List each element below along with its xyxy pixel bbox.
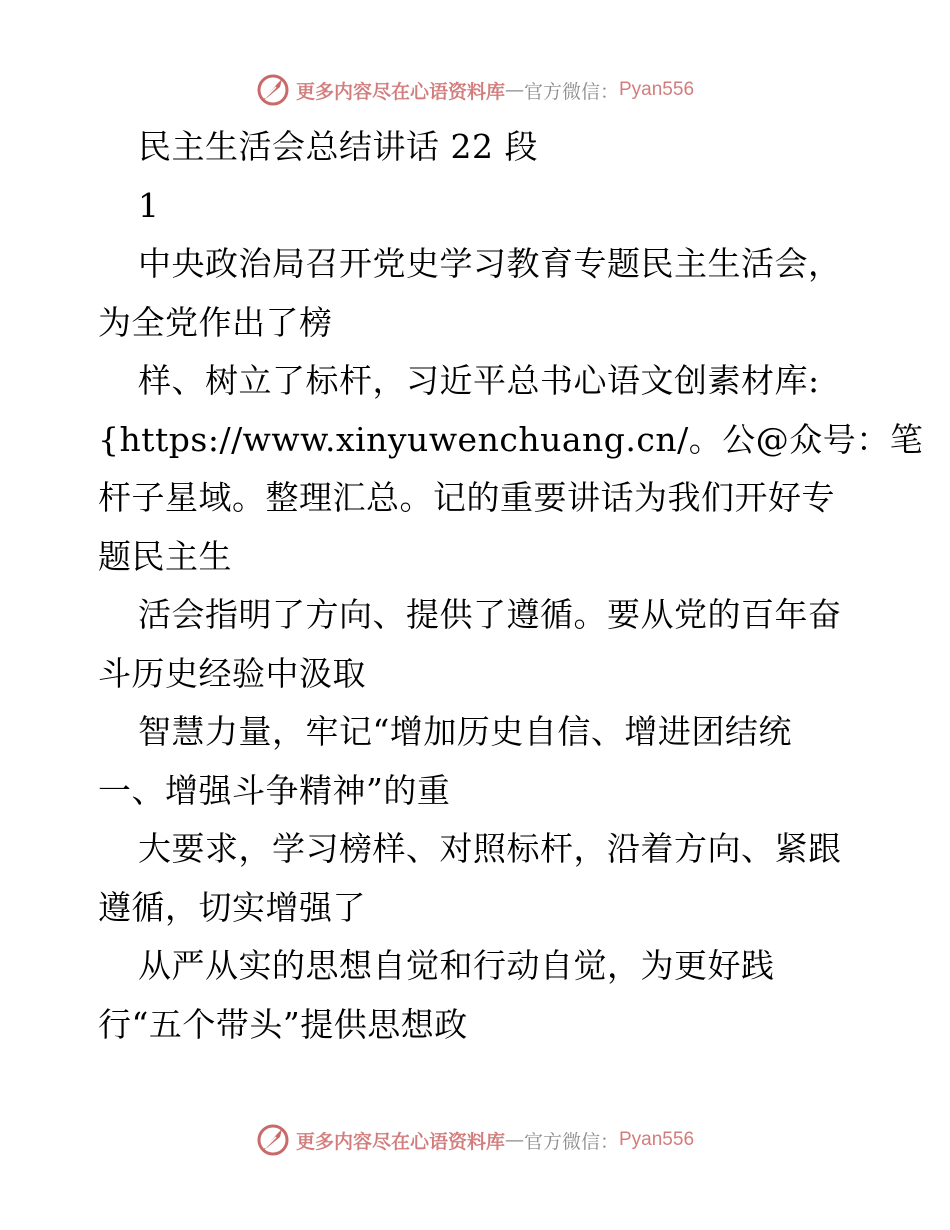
watermark-wechat-label: 官方微信： [523, 1130, 619, 1153]
text-line: 从严从实的思想自觉和行动自觉，为更好践 [138, 946, 775, 985]
document-body [98, 118, 924, 1054]
text-line: 斗历史经验中汲取 [98, 653, 366, 693]
watermark-main-text: 更多内容尽在心语资料库 [295, 1130, 505, 1153]
text-line: 遵循，切实增强了 [98, 887, 366, 927]
text-line: 智慧力量，牢记“增加历史自信、增进团结统 [138, 712, 792, 751]
footer-watermark [0, 1120, 950, 1160]
text-line: 大要求，学习榜样、对照标杆，沿着方向、紧跟 [138, 829, 842, 868]
watermark-wechat-id: Pyan556 [619, 79, 695, 100]
text-line: 一、增强斗争精神”的重 [98, 770, 451, 810]
quill-logo-icon [256, 73, 290, 107]
text-line: 中央政治局召开党史学习教育专题民主生活会， [138, 244, 842, 283]
watermark-wechat-id: Pyan556 [619, 1129, 695, 1150]
watermark-separator: — [504, 79, 524, 101]
watermark-main-text: 更多内容尽在心语资料库 [295, 80, 505, 103]
text-line: 杆子星域。整理汇总。记的重要讲话为我们开好专 [98, 478, 835, 517]
text-line: {https://www.xinyuwenchuang.cn/。公@众号：笔 [98, 419, 924, 459]
header-watermark [0, 70, 950, 110]
quill-logo-icon [256, 1123, 290, 1157]
text-line: 为全党作出了榜 [98, 302, 333, 342]
text-line: 活会指明了方向、提供了遵循。要从党的百年奋 [138, 595, 842, 634]
text-line: 题民主生 [98, 536, 232, 576]
document-title: 民主生活会总结讲话 22 段 [138, 127, 538, 166]
watermark-separator: — [504, 1129, 524, 1151]
text-line: 样、树立了标杆，习近平总书心语文创素材库: [138, 361, 820, 400]
watermark-wechat-label: 官方微信： [523, 80, 619, 103]
section-number: 1 [138, 185, 160, 225]
text-line: 行“五个带头”提供思想政 [98, 1004, 468, 1044]
